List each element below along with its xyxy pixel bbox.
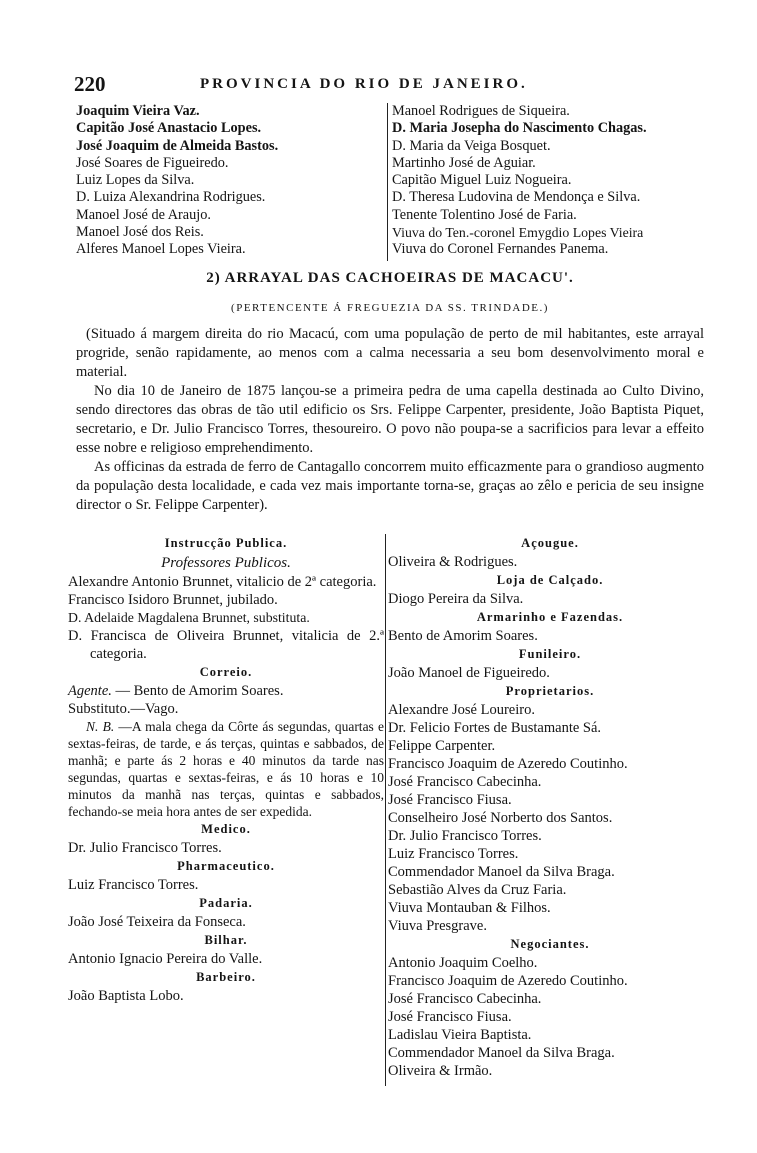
funileiro-heading: Funileiro. bbox=[518, 647, 582, 661]
list-item: Luiz Francisco Torres. bbox=[68, 877, 199, 893]
list-item: Alexandre José Loureiro. bbox=[388, 702, 535, 718]
list-item: Oliveira & Irmão. bbox=[388, 1063, 493, 1079]
list-item: Sebastião Alves da Cruz Faria. bbox=[388, 882, 567, 898]
list-item: Luiz Lopes da Silva. bbox=[76, 172, 195, 189]
column-divider bbox=[387, 103, 388, 261]
paragraph: As officinas da estrada de ferro de Cantagallo concorrem muito efficazmente para o grandioso augmento da população desta localidade, e cada vez mais importante torna-se, graças ao zêlo e pericia de seu insigne director o Sr. Felippe Carpenter). bbox=[76, 459, 704, 513]
list-item: Luiz Francisco Torres. bbox=[388, 846, 519, 862]
list-item: Manoel José de Araujo. bbox=[76, 206, 211, 223]
list-item: Francisco Isidoro Brunnet, jubilado. bbox=[68, 592, 278, 608]
list-item: José Joaquim de Almeida Bastos. bbox=[76, 137, 279, 154]
list-item: João Manoel de Figueiredo. bbox=[388, 665, 550, 681]
top-list-right bbox=[392, 103, 712, 259]
nb-note bbox=[68, 718, 384, 820]
top-list-left bbox=[76, 103, 381, 259]
list-item: Francisco Joaquim de Azeredo Coutinho. bbox=[388, 973, 628, 989]
intro-text bbox=[76, 325, 704, 515]
medico-heading: Medico. bbox=[201, 822, 251, 836]
column-divider bbox=[385, 534, 386, 1086]
list-item: Viuva do Ten.-coronel Emygdio Lopes Vieira bbox=[392, 225, 644, 241]
negociantes-heading: Negociantes. bbox=[510, 937, 590, 951]
padaria-heading: Padaria. bbox=[199, 896, 253, 910]
agente-value: — Bento de Amorim Soares. bbox=[115, 683, 284, 699]
list-item: Commendador Manoel da Silva Braga. bbox=[388, 1045, 615, 1061]
list-item: José Francisco Fiusa. bbox=[388, 1009, 512, 1025]
list-item: Tenente Tolentino José de Faria. bbox=[392, 206, 577, 223]
list-item: Dr. Julio Francisco Torres. bbox=[68, 840, 222, 856]
paragraph: (Situado á margem direita do rio Macacú, com uma população de perto de mil habitantes, este arrayal progride, senão rapidamente, ao menos com a calma necessaria a seu bom desenvolvimento moral e material. bbox=[76, 326, 704, 380]
list-item: Alexandre Antonio Brunnet, vitalicio de 2ª categoria. bbox=[68, 574, 377, 590]
substituto-line: Substituto.—Vago. bbox=[68, 701, 179, 717]
running-header bbox=[70, 72, 710, 98]
list-item: Commendador Manoel da Silva Braga. bbox=[388, 864, 615, 880]
list-item: José Francisco Cabecinha. bbox=[388, 991, 542, 1007]
list-item: D. Maria da Veiga Bosquet. bbox=[392, 137, 551, 154]
list-item: Conselheiro José Norberto dos Santos. bbox=[388, 810, 613, 826]
left-column bbox=[68, 534, 384, 1005]
list-item: D. Theresa Ludovina de Mendonça e Silva. bbox=[392, 189, 641, 206]
section-title: 2) ARRAYAL DAS CACHOEIRAS DE MACACU'. bbox=[206, 270, 574, 286]
bilhar-heading: Bilhar. bbox=[204, 933, 248, 947]
list-item: D. Adelaide Magdalena Brunnet, substituta. bbox=[68, 610, 310, 625]
list-item: Joaquim Vieira Vaz. bbox=[76, 103, 200, 119]
list-item: Viuva Montauban & Filhos. bbox=[388, 900, 551, 916]
list-item: Capitão José Anastacio Lopes. bbox=[76, 120, 262, 137]
list-item: Francisco Joaquim de Azeredo Coutinho. bbox=[388, 756, 628, 772]
agente-label: Agente. bbox=[68, 683, 112, 699]
list-item: João José Teixeira da Fonseca. bbox=[68, 914, 246, 930]
pharmaceutico-heading: Pharmaceutico. bbox=[177, 859, 275, 873]
nb-label: N. B. bbox=[86, 719, 115, 734]
list-item: Alferes Manoel Lopes Vieira. bbox=[76, 241, 246, 258]
list-item: D. Maria Josepha do Nascimento Chagas. bbox=[392, 120, 647, 137]
list-item: Martinho José de Aguiar. bbox=[392, 154, 536, 171]
list-item: Viuva do Coronel Fernandes Panema. bbox=[392, 241, 609, 258]
list-item: Bento de Amorim Soares. bbox=[388, 628, 538, 644]
proprietarios-heading: Proprietarios. bbox=[505, 684, 595, 698]
paragraph: No dia 10 de Janeiro de 1875 lançou-se a primeira pedra de uma capella destinada ao Culto Divino, sendo directores das obras de tão util edificio os Srs. Felippe Carpenter, presidente, João Baptista Piquet, secretario, e Dr. Julio Francisco Torres, thesoureiro. O povo não poupa-se a sacrificios para levar a effeito esse nobre e religioso emprehendimento. bbox=[76, 383, 704, 456]
list-item: Ladislau Vieira Baptista. bbox=[388, 1027, 532, 1043]
correio-heading: Correio. bbox=[199, 665, 253, 679]
list-item: José Francisco Cabecinha. bbox=[388, 774, 542, 790]
list-item: Oliveira & Rodrigues. bbox=[388, 554, 518, 570]
barbeiro-heading: Barbeiro. bbox=[196, 970, 256, 984]
instrucao-heading: Instrucção Publica. bbox=[164, 536, 288, 550]
right-column bbox=[388, 534, 712, 1080]
list-item: Viuva Presgrave. bbox=[388, 918, 487, 934]
section-subtitle: (PERTENCENTE Á FREGUEZIA DA SS. TRINDADE.) bbox=[231, 302, 549, 314]
agente-line bbox=[68, 682, 384, 700]
calcado-heading: Loja de Calçado. bbox=[496, 573, 604, 587]
list-item: Felippe Carpenter. bbox=[388, 738, 496, 754]
list-item: Manoel José dos Reis. bbox=[76, 224, 204, 241]
list-item: Manoel Rodrigues de Siqueira. bbox=[392, 103, 570, 119]
list-item: Antonio Joaquim Coelho. bbox=[388, 955, 538, 971]
armarinho-heading: Armarinho e Fazendas. bbox=[476, 610, 624, 624]
list-item: Dr. Julio Francisco Torres. bbox=[388, 828, 542, 844]
list-item: Antonio Ignacio Pereira do Valle. bbox=[68, 951, 263, 967]
nb-text: —A mala chega da Côrte ás segundas, quartas e sextas-feiras, de tarde, e ás terças, quintas e sabbados, de manhã; e parte ás 2 horas e 40 minutos da tarde nas segundas, quartas e sextas-feiras, e ás 10 horas e 10 minutos da manhã nas terças, quintas e sabbados, fechando-se meia hora antes de ser expedida. bbox=[68, 719, 384, 819]
page-number: 220 bbox=[74, 72, 106, 96]
list-item: João Baptista Lobo. bbox=[68, 988, 184, 1004]
list-item: Diogo Pereira da Silva. bbox=[388, 591, 524, 607]
acougue-heading: Açougue. bbox=[521, 536, 579, 550]
list-item: D. Francisca de Oliveira Brunnet, vitalicia de 2.ª categoria. bbox=[68, 628, 384, 662]
list-item: D. Luiza Alexandrina Rodrigues. bbox=[76, 189, 266, 206]
list-item: Dr. Felicio Fortes de Bustamante Sá. bbox=[388, 720, 602, 736]
list-item: José Soares de Figueiredo. bbox=[76, 154, 229, 171]
list-item: José Francisco Fiusa. bbox=[388, 792, 512, 808]
list-item: Capitão Miguel Luiz Nogueira. bbox=[392, 172, 572, 189]
professores-heading: Professores Publicos. bbox=[161, 555, 291, 571]
running-title: PROVINCIA DO RIO DE JANEIRO. bbox=[200, 76, 528, 92]
